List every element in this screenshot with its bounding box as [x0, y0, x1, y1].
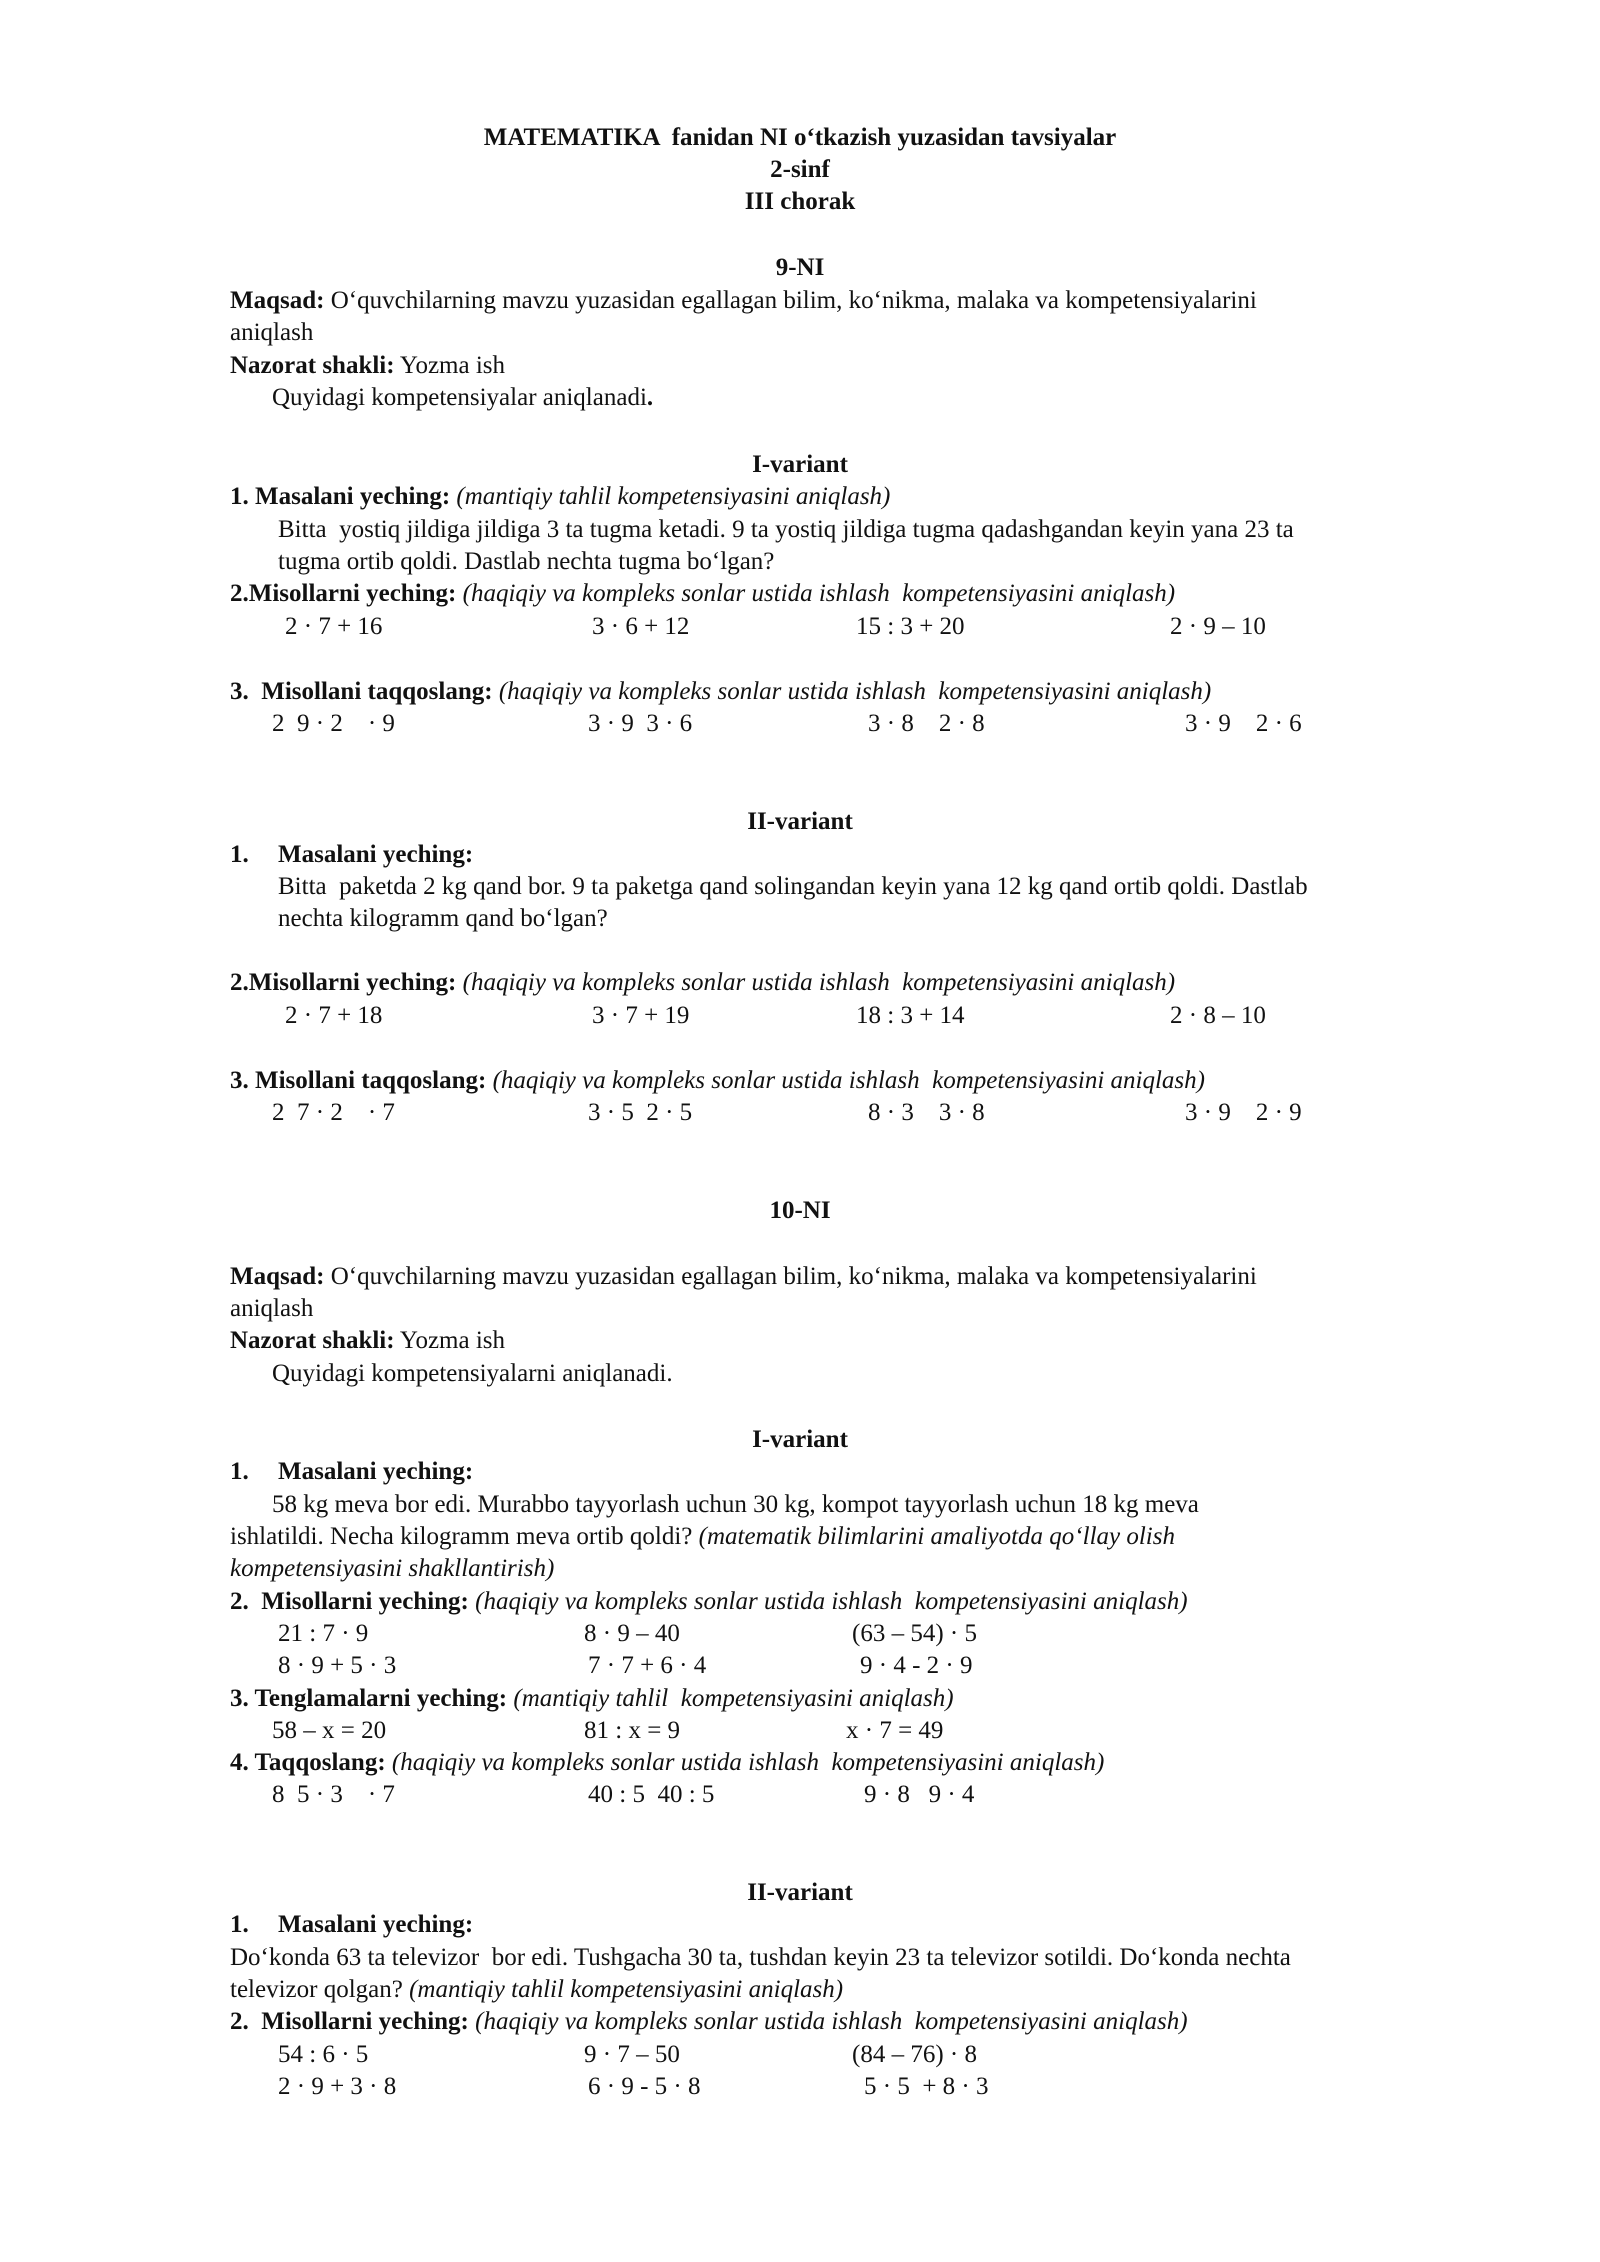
task-note: (mantiqiy tahlil kompetensiyasini aniqlash) — [402, 1976, 844, 2003]
task-heading — [230, 1686, 954, 1711]
variant-heading: I-variant — [752, 451, 848, 478]
goal-text-cont: aniqlash — [230, 319, 314, 346]
task-note: (haqiqiy va kompleks sonlar ustida ishlash kompetensiyasini aniqlash) — [468, 1588, 1188, 1615]
goal-text: O‘quvchilarning mavzu yuzasidan egallagan bilim, ko‘nikma, malaka va kompetensiyalarini — [324, 1263, 1257, 1290]
task-number: 1. — [230, 841, 249, 868]
equation: 81 : x = 9 — [584, 1717, 681, 1744]
task-text: Do‘konda 63 ta televizor bor edi. Tushgacha 30 ta, tushdan keyin 23 ta televizor sotildi. Do‘konda nechta — [230, 1944, 1291, 1971]
task-text-part: televizor qolgan? — [230, 1976, 403, 2003]
exercise: 3 · 5 2 · 5 — [588, 1099, 693, 1126]
task-note: (matematik bilimlarini amaliyotda qo‘llay olish — [692, 1523, 1175, 1550]
task-heading — [230, 484, 890, 509]
exercise: 8 · 3 3 · 8 — [868, 1099, 985, 1126]
competencies-dot: . — [646, 384, 654, 411]
competencies-line — [272, 385, 653, 410]
task-text: 58 kg meva bor edi. Murabbo tayyorlash uchun 30 kg, kompot tayyorlash uchun 18 kg meva — [272, 1491, 1199, 1518]
task-heading — [230, 581, 1175, 606]
task-note: (haqiqiy va kompleks sonlar ustida ishlash kompetensiyasini aniqlash) — [492, 678, 1212, 705]
exercise: 3 · 9 2 · 9 — [1185, 1099, 1302, 1126]
quarter-label: III chorak — [744, 188, 856, 215]
task-label: 2. Misollarni yeching: — [230, 1588, 469, 1615]
competencies-text: Quyidagi kompetensiyalar aniqlanadi — [272, 384, 647, 411]
exercise: 3 · 6 + 12 — [592, 613, 690, 640]
exercise: 7 · 7 + 6 · 4 — [588, 1652, 707, 1679]
exercise: 8 · 9 + 5 · 3 — [278, 1652, 397, 1679]
exercise: 2 · 9 + 3 · 8 — [278, 2073, 397, 2100]
task-text: nechta kilogramm qand bo‘lgan? — [278, 905, 608, 932]
exercise: 2 · 7 + 18 — [285, 1002, 383, 1029]
task-heading — [230, 2009, 1188, 2034]
task-heading — [230, 1589, 1188, 1614]
exercise: 8 5 · 3 · 7 — [272, 1781, 395, 1808]
task-label: Masalani yeching: — [278, 841, 474, 868]
exercise: 21 : 7 · 9 — [278, 1620, 369, 1647]
exercise: 15 : 3 + 20 — [856, 613, 965, 640]
equation: x · 7 = 49 — [846, 1717, 944, 1744]
variant-heading: II-variant — [747, 1879, 853, 1906]
task-label: Masalani yeching: — [278, 1911, 474, 1938]
task-text — [230, 1524, 1175, 1549]
goal-label: Maqsad: — [230, 1263, 325, 1290]
variant-heading: I-variant — [752, 1426, 848, 1453]
exercise: 40 : 5 40 : 5 — [588, 1781, 715, 1808]
document-title: MATEMATIKA fanidan NI o‘tkazish yuzasidan tavsiyalar — [483, 124, 1117, 151]
exercise: 18 : 3 + 14 — [856, 1002, 965, 1029]
goal-line — [230, 288, 1257, 313]
task-label: 2. Misollarni yeching: — [230, 2008, 469, 2035]
task-note: (mantiqiy tahlil kompetensiyasini aniqlash) — [507, 1685, 954, 1712]
task-label: Masalani yeching: — [278, 1458, 474, 1485]
task-label: 1. Masalani yeching: — [230, 483, 451, 510]
task-heading — [230, 1750, 1104, 1775]
task-note: (haqiqiy va kompleks sonlar ustida ishlash kompetensiyasini aniqlash) — [456, 580, 1176, 607]
goal-label: Maqsad: — [230, 287, 325, 314]
task-label: 3. Misollani taqqoslang: — [230, 678, 493, 705]
grade-label: 2-sinf — [770, 156, 830, 183]
task-label: 3. Misollani taqqoslang: — [230, 1067, 487, 1094]
control-text: Yozma ish — [394, 352, 506, 379]
exercise: 9 · 8 9 · 4 — [864, 1781, 975, 1808]
task-note: kompetensiyasini shakllantirish) — [230, 1555, 555, 1582]
exercise: 3 · 8 2 · 8 — [868, 710, 985, 737]
task-note: (haqiqiy va kompleks sonlar ustida ishlash kompetensiyasini aniqlash) — [456, 969, 1176, 996]
control-label: Nazorat shakli: — [230, 1327, 395, 1354]
exercise: 2 · 9 – 10 — [1170, 613, 1266, 640]
exercise: 6 · 9 - 5 · 8 — [588, 2073, 701, 2100]
section-heading-10ni: 10-NI — [769, 1197, 831, 1224]
exercise: 2 9 · 2 · 9 — [272, 710, 395, 737]
task-number: 1. — [230, 1458, 249, 1485]
task-note: (haqiqiy va kompleks sonlar ustida ishlash kompetensiyasini aniqlash) — [468, 2008, 1188, 2035]
control-label: Nazorat shakli: — [230, 352, 395, 379]
exercise: 2 · 7 + 16 — [285, 613, 383, 640]
exercise: (63 – 54) · 5 — [852, 1620, 977, 1647]
exercise: 9 · 4 - 2 · 9 — [860, 1652, 973, 1679]
exercise: 8 · 9 – 40 — [584, 1620, 680, 1647]
competencies-line: Quyidagi kompetensiyalarni aniqlanadi. — [272, 1360, 673, 1387]
task-text: Bitta yostiq jildiga jildiga 3 ta tugma ketadi. 9 ta yostiq jildiga tugma qadashgandan keyin yana 23 ta — [278, 516, 1294, 543]
equation: 58 – x = 20 — [272, 1717, 387, 1744]
task-label: 2.Misollarni yeching: — [230, 969, 457, 996]
task-heading — [230, 1068, 1205, 1093]
exercise: 54 : 6 · 5 — [278, 2041, 369, 2068]
exercise: (84 – 76) · 8 — [852, 2041, 977, 2068]
task-text: tugma ortib qoldi. Dastlab nechta tugma bo‘lgan? — [278, 548, 775, 575]
variant-heading: II-variant — [747, 808, 853, 835]
task-heading — [230, 679, 1211, 704]
task-number: 1. — [230, 1911, 249, 1938]
exercise: 3 · 9 3 · 6 — [588, 710, 693, 737]
exercise: 3 · 9 2 · 6 — [1185, 710, 1302, 737]
exercise: 3 · 7 + 19 — [592, 1002, 690, 1029]
exercise: 2 7 · 2 · 7 — [272, 1099, 395, 1126]
task-text — [230, 1977, 843, 2002]
goal-text: O‘quvchilarning mavzu yuzasidan egallagan bilim, ko‘nikma, malaka va kompetensiyalarini — [324, 287, 1257, 314]
task-text: Bitta paketda 2 kg qand bor. 9 ta paketga qand solingandan keyin yana 12 kg qand ortib qoldi. Dastlab — [278, 873, 1308, 900]
exercise: 5 · 5 + 8 · 3 — [864, 2073, 989, 2100]
task-heading — [230, 970, 1175, 995]
goal-line — [230, 1264, 1257, 1289]
task-label: 2.Misollarni yeching: — [230, 580, 457, 607]
section-heading-9ni: 9-NI — [775, 254, 825, 281]
task-note: (haqiqiy va kompleks sonlar ustida ishlash kompetensiyasini aniqlash) — [486, 1067, 1205, 1094]
goal-text-cont: aniqlash — [230, 1295, 314, 1322]
control-line — [230, 1328, 505, 1353]
exercise: 2 · 8 – 10 — [1170, 1002, 1266, 1029]
task-note: (mantiqiy tahlil kompetensiyasini aniqlash) — [450, 483, 891, 510]
task-note: (haqiqiy va kompleks sonlar ustida ishlash kompetensiyasini aniqlash) — [385, 1749, 1105, 1776]
control-line — [230, 353, 505, 378]
control-text: Yozma ish — [394, 1327, 506, 1354]
task-label: 3. Tenglamalarni yeching: — [230, 1685, 508, 1712]
task-text-part: ishlatildi. Necha kilogramm meva ortib qoldi? — [230, 1523, 693, 1550]
task-label: 4. Taqqoslang: — [230, 1749, 386, 1776]
exercise: 9 · 7 – 50 — [584, 2041, 680, 2068]
